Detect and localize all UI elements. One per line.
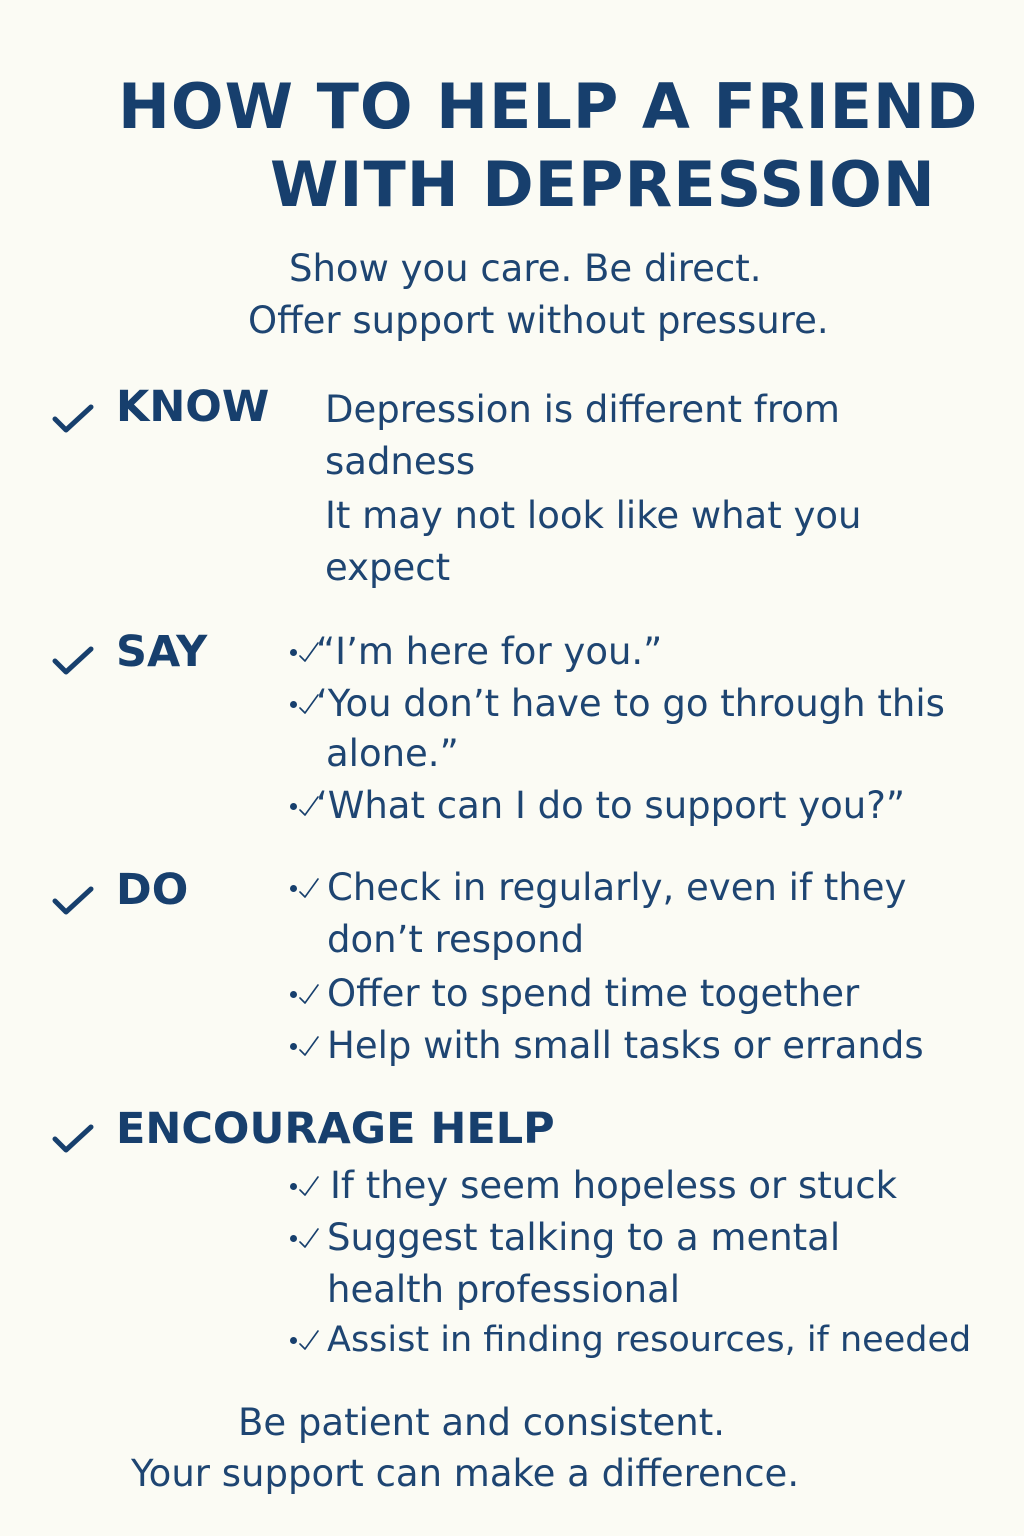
do-item: don’t respond [327,918,585,961]
section-heading-say: SAY [116,627,208,677]
checkmark-icon [52,886,94,916]
checkmark-icon [52,1124,94,1154]
encourage-item: Suggest talking to a mental [327,1216,841,1259]
dot-check-bullet-icon [290,1212,328,1264]
closing-line-1: Be patient and consistent. [238,1401,725,1444]
say-item: ‘You don’t have to go through this [316,682,945,725]
do-item: Help with small tasks or errands [327,1024,924,1067]
encourage-item: Assist in finding resources, if needed [327,1320,972,1360]
section-heading-encourage-help: ENCOURAGE HELP [116,1104,555,1154]
encourage-item: health professional [327,1268,681,1311]
do-item: Check in regularly, even if they [327,866,907,909]
checkmark-icon [52,646,94,676]
say-item: “I’m here for you.” [316,630,663,673]
title-line-1: HOW TO HELP A FRIEND [118,70,979,143]
title-line-2: WITH DEPRESSION [270,148,936,221]
section-heading-do: DO [116,865,189,915]
encourage-item: If they seem hopeless or stuck [330,1164,897,1207]
know-line: expect [325,546,451,589]
checkmark-icon [52,404,94,434]
dot-check-bullet-icon [290,1020,328,1072]
closing-line-2: Your support can make a difference. [131,1452,800,1495]
say-item: ‘What can I do to support you?” [316,784,906,827]
dot-check-bullet-icon [290,968,328,1020]
section-heading-know: KNOW [116,382,270,432]
know-line: Depression is different from [325,388,840,431]
dot-check-bullet-icon [290,862,328,914]
know-line: It may not look like what you [325,494,862,537]
say-item: alone.” [326,732,459,775]
subtitle-line-1: Show you care. Be direct. [289,247,762,290]
know-line: sadness [325,440,476,483]
do-item: Offer to spend time together [327,972,860,1015]
subtitle-line-2: Offer support without pressure. [248,299,829,342]
dot-check-bullet-icon [290,1160,328,1212]
dot-check-bullet-icon [290,1314,328,1366]
